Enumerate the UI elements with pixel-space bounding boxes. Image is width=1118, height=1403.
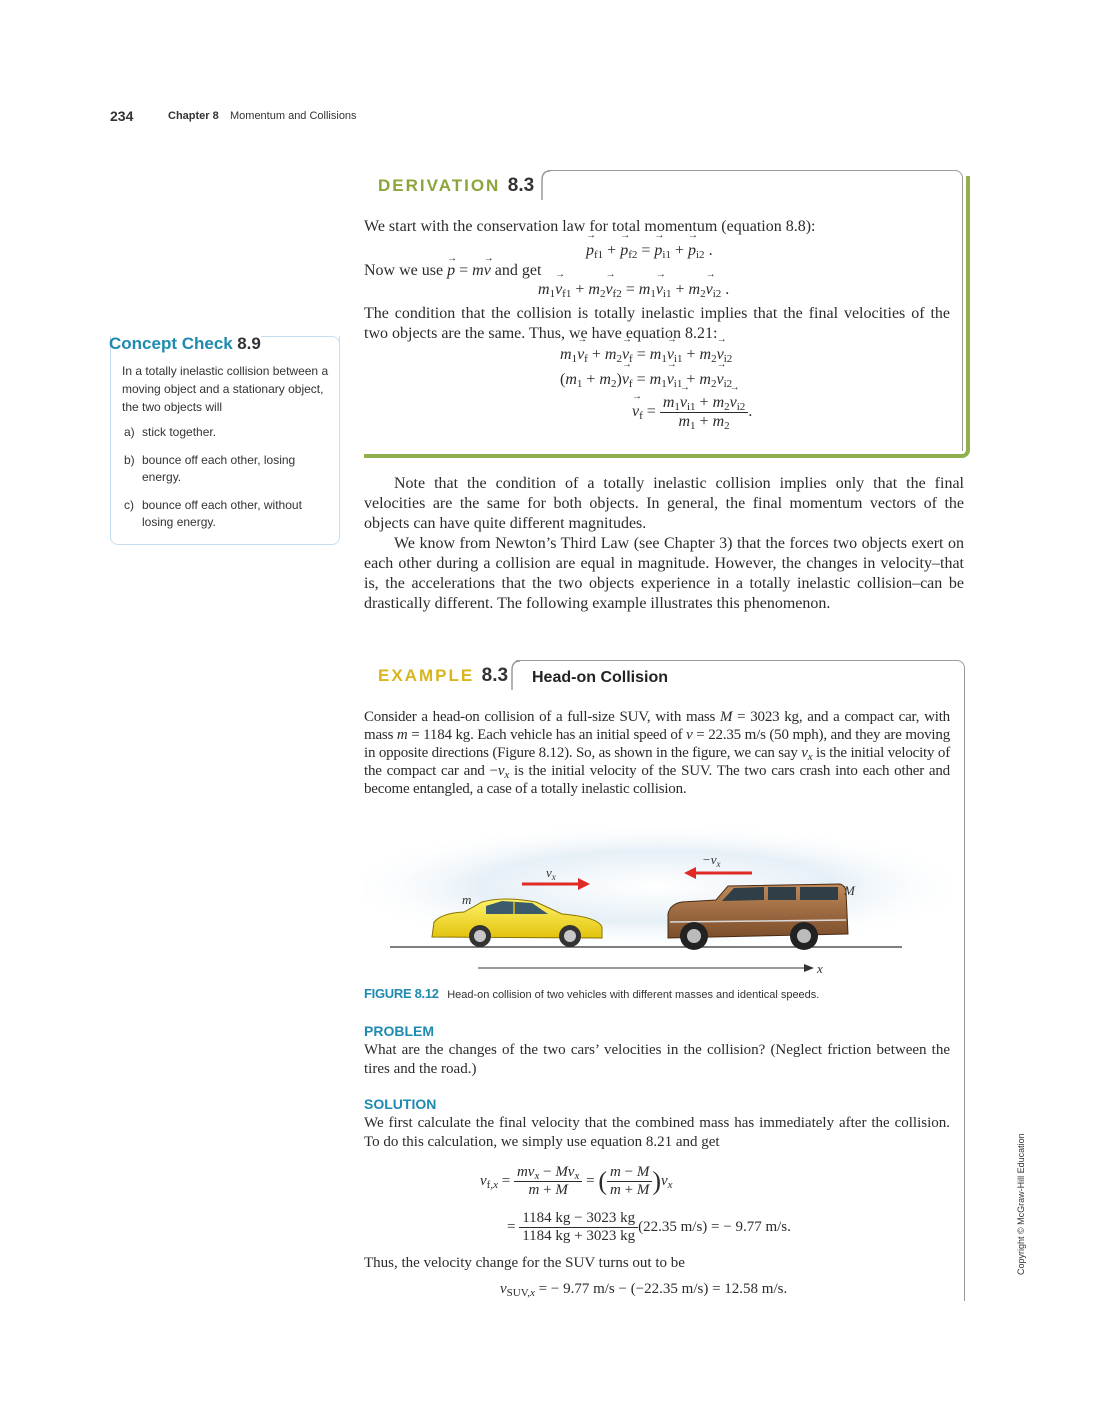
option-letter: b): [124, 453, 135, 467]
concept-check-heading: [109, 334, 261, 354]
x-axis-label: x: [817, 961, 823, 976]
copyright-note: Copyright © McGraw-Hill Education: [1016, 1133, 1026, 1275]
concept-check-box: [110, 336, 340, 545]
problem-heading: PROBLEM: [364, 1023, 434, 1039]
x-axis-arrowhead: [804, 964, 814, 972]
equation-momentum-masses: $m_1\to v_{f1} + m_2\to v_{f2} = m_1\to v_{i1} + m_2\to v_{i2}$ .: [538, 281, 729, 299]
equation-821-b: $(m_1 + m_2)\to v_f = m_1\to v_{i1} + m_2\to v_{i2}$: [560, 371, 732, 389]
problem-text: What are the changes of the two cars’ velocities in the collision? (Neglect friction between the tires and the road.): [364, 1042, 950, 1077]
example-title: Head-on Collision: [532, 669, 668, 686]
concept-check-top-rule: [261, 336, 340, 345]
example-text-part: = 22.35 m/s (50 mph), and they are moving in opposite directions (Figure 8.12). So, as shown in the figure, we can say: [364, 727, 950, 761]
option-letter: c): [124, 498, 134, 512]
derivation-now-use: Now we use → p = m→ v and get: [364, 261, 541, 281]
option-letter: a): [124, 425, 135, 439]
now-use-suffix: and get: [494, 262, 542, 279]
equation-final-velocity: $v_{f,x}$ = $\frac{mv_x - Mv_x}{m + M}$ = ( $\frac{m - M}{m + M}$ )$v_x$: [480, 1164, 673, 1198]
example-text-part: = 1184 kg. Each vehicle has an initial speed of: [411, 727, 683, 743]
figure-collision-illustration: [364, 830, 950, 980]
chapter-title: Momentum and Collisions: [230, 110, 357, 122]
concept-check-question: In a totally inelastic collision between a moving object and a stationary object, the two objects will: [122, 364, 329, 414]
concept-check-label: Concept Check: [109, 334, 233, 353]
solution-text: We first calculate the final velocity that the combined mass has immediately after the collision. To do this calculation, we simply use equation 8.21 and get: [364, 1115, 950, 1150]
equation-821-c: → $v_f$ = $\frac{m_1\to v_{i1} + m_2\to v_{i2}}{m_1 + m_2}$ .: [632, 394, 752, 431]
example-text-part: Consider a head-on collision of a full-size SUV, with mass: [364, 709, 716, 725]
suv-velocity-label: $-v_x$: [702, 852, 721, 869]
derivation-intro: We start with the conservation law for total momentum (equation 8.8):: [364, 218, 816, 235]
concept-check-option-b: [124, 452, 329, 486]
paragraph-newton-third-law: We know from Newton’s Third Law (see Chapter 3) that the forces two objects exert on each other during a collision are equal in magnitude. However, the changes in velocity–that is, the accelerations that the two objects experience in a totally inelastic collision–can be drastically different. The following example illustrates this phenomenon.: [364, 535, 964, 612]
equation-momentum-conservation: → $p_{f1}$ + → $p_{f2}$ = → $p_{i1}$ + → $p_{i2}$ .: [586, 242, 713, 260]
example-label: EXAMPLE: [378, 666, 475, 685]
suv-mass-label: M: [844, 883, 855, 898]
option-text: stick together.: [142, 425, 217, 439]
car-mass-label: m: [462, 892, 472, 907]
example-text-part: is the initial velocity of the SUV. The two cars crash into each other and become entangled, a case of a totally inelastic collision.: [364, 763, 950, 797]
example-tab-curve: [508, 660, 522, 690]
chapter-label: Chapter 8: [168, 110, 219, 122]
option-text: bounce off each other, without losing energy.: [142, 498, 302, 529]
concept-check-number: 8.9: [237, 334, 261, 353]
example-number: 8.3: [481, 665, 509, 686]
example-heading: [378, 665, 508, 687]
figure-caption: [364, 985, 819, 1003]
page-number: 234: [110, 108, 134, 124]
option-text: bounce off each other, losing energy.: [142, 453, 296, 484]
derivation-tab-curve: [538, 170, 552, 200]
solution-thus-text: Thus, the velocity change for the SUV turns out to be: [364, 1255, 685, 1271]
now-use-prefix: Now we use: [364, 262, 444, 279]
figure-caption-text: Head-on collision of two vehicles with different masses and identical speeds.: [447, 989, 820, 1001]
derivation-number: 8.3: [507, 175, 535, 196]
example-text-part: is the initial velocity of the compact car and: [364, 745, 950, 779]
derivation-box: [362, 170, 964, 452]
equation-821-a: $m_1\to v_f + m_2\to v_f = m_1\to v_{i1} + m_2\to v_{i2}$: [560, 346, 732, 364]
example-text-part: = 3023 kg, and a compact car, with mass: [364, 709, 950, 743]
derivation-condition: The condition that the collision is totally inelastic implies that the final velocities of the two objects are the same. Thus, we have equation 8.21:: [364, 305, 950, 342]
car-velocity-label: $v_x$: [546, 865, 556, 882]
derivation-label: DERIVATION: [378, 176, 501, 195]
figure-label: FIGURE 8.12: [364, 986, 439, 1001]
derivation-heading: [378, 175, 534, 197]
concept-check-option-c: [124, 497, 329, 531]
concept-check-option-a: [124, 424, 329, 441]
equation-suv-velocity-change: $v_{SUV,x}$ = − 9.77 m/s − (−22.35 m/s) = 12.58 m/s.: [500, 1281, 788, 1299]
paragraph-inelastic-note: Note that the condition of a totally inelastic collision implies only that the final velocities are the same for both objects. In general, the final momentum vectors of the objects can have quite different magnitudes.: [364, 475, 964, 532]
solution-heading: SOLUTION: [364, 1096, 437, 1112]
equation-final-velocity-numeric: = $\frac{1184 kg - 3023 kg}{1184 kg + 3023 kg}$ (22.35 m/s) = − 9.77 m/s.: [507, 1210, 791, 1244]
example-statement: Consider a head-on collision of a full-size SUV, with mass M = 3023 kg, and a compact car, with mass m = 1184 kg. Each vehicle has an initial speed of v = 22.35 m/s (50 mph), and they are moving in opposite directions (Figure 8.12). So, as shown in the figure, we can say $v_x$ is the initial velocity of the compact car and $-v_x$ is the initial velocity of the SUV. The two cars crash into each other and become entangled, a case of a totally inelastic collision.: [364, 709, 950, 797]
